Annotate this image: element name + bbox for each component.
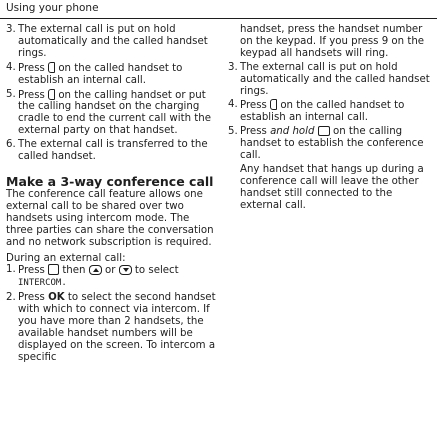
conf-step-2: 2. Press OK to select the second handset with which to connect via intercom. If you have more than 2 handsets, the available handset numbers will be displayed on the screen. To intercom a specific bbox=[6, 292, 216, 363]
conference-icon bbox=[318, 126, 330, 136]
transfer-steps bbox=[6, 24, 219, 163]
ok-key-label: OK bbox=[48, 292, 65, 304]
header-title: Using your phone bbox=[6, 2, 99, 14]
handset-end-icon bbox=[48, 89, 55, 100]
step-6: 6. The external call is transferred to the called handset. bbox=[6, 139, 208, 163]
right-step-4: 4. Press on the called handset to establish an internal call. bbox=[228, 99, 405, 124]
conf-step-1: 1. Press then or to select INTERCOM. bbox=[6, 264, 179, 289]
intercom-label: INTERCOM. bbox=[18, 278, 67, 289]
intro-paragraph: The conference call feature allows one external call to be shared over two handsets using intercom mode. The three parties can share the conversation and no network subscription is required. bbox=[6, 188, 214, 248]
nav-up-icon bbox=[89, 265, 102, 275]
right-steps bbox=[228, 62, 432, 162]
during-label: During an external call: bbox=[6, 252, 126, 264]
page-header bbox=[0, 0, 437, 19]
menu-icon bbox=[48, 264, 59, 275]
handset-call-icon bbox=[270, 99, 277, 110]
nav-down-icon bbox=[119, 265, 132, 275]
right-step-3: 3. The external call is put on hold automatically and the called handset rings. bbox=[228, 61, 430, 97]
step-5: 5. Press on the calling handset or put the calling handset on the charging cradle to end the current call with the external party on that handset. bbox=[6, 88, 211, 137]
right-column bbox=[228, 24, 432, 212]
handset-call-icon bbox=[48, 62, 55, 73]
left-column bbox=[6, 24, 219, 366]
step-4: 4. Press on the called handset to establish an internal call. bbox=[6, 61, 183, 86]
right-step-5: 5. Press and hold on the calling handset to establish the conference call. bbox=[228, 126, 424, 162]
conference-steps bbox=[6, 264, 219, 363]
conference-note: Any handset that hangs up during a conference call will leave the other handset still connected to the external call. bbox=[240, 163, 424, 211]
step-3: 3. The external call is put on hold automatically and the called handset rings. bbox=[6, 24, 208, 59]
continued-text: handset, press the handset number on the keypad. If you press 9 on the keypad all handsets will ring. bbox=[240, 24, 425, 59]
section-heading: Make a 3-way conference call bbox=[6, 173, 214, 189]
